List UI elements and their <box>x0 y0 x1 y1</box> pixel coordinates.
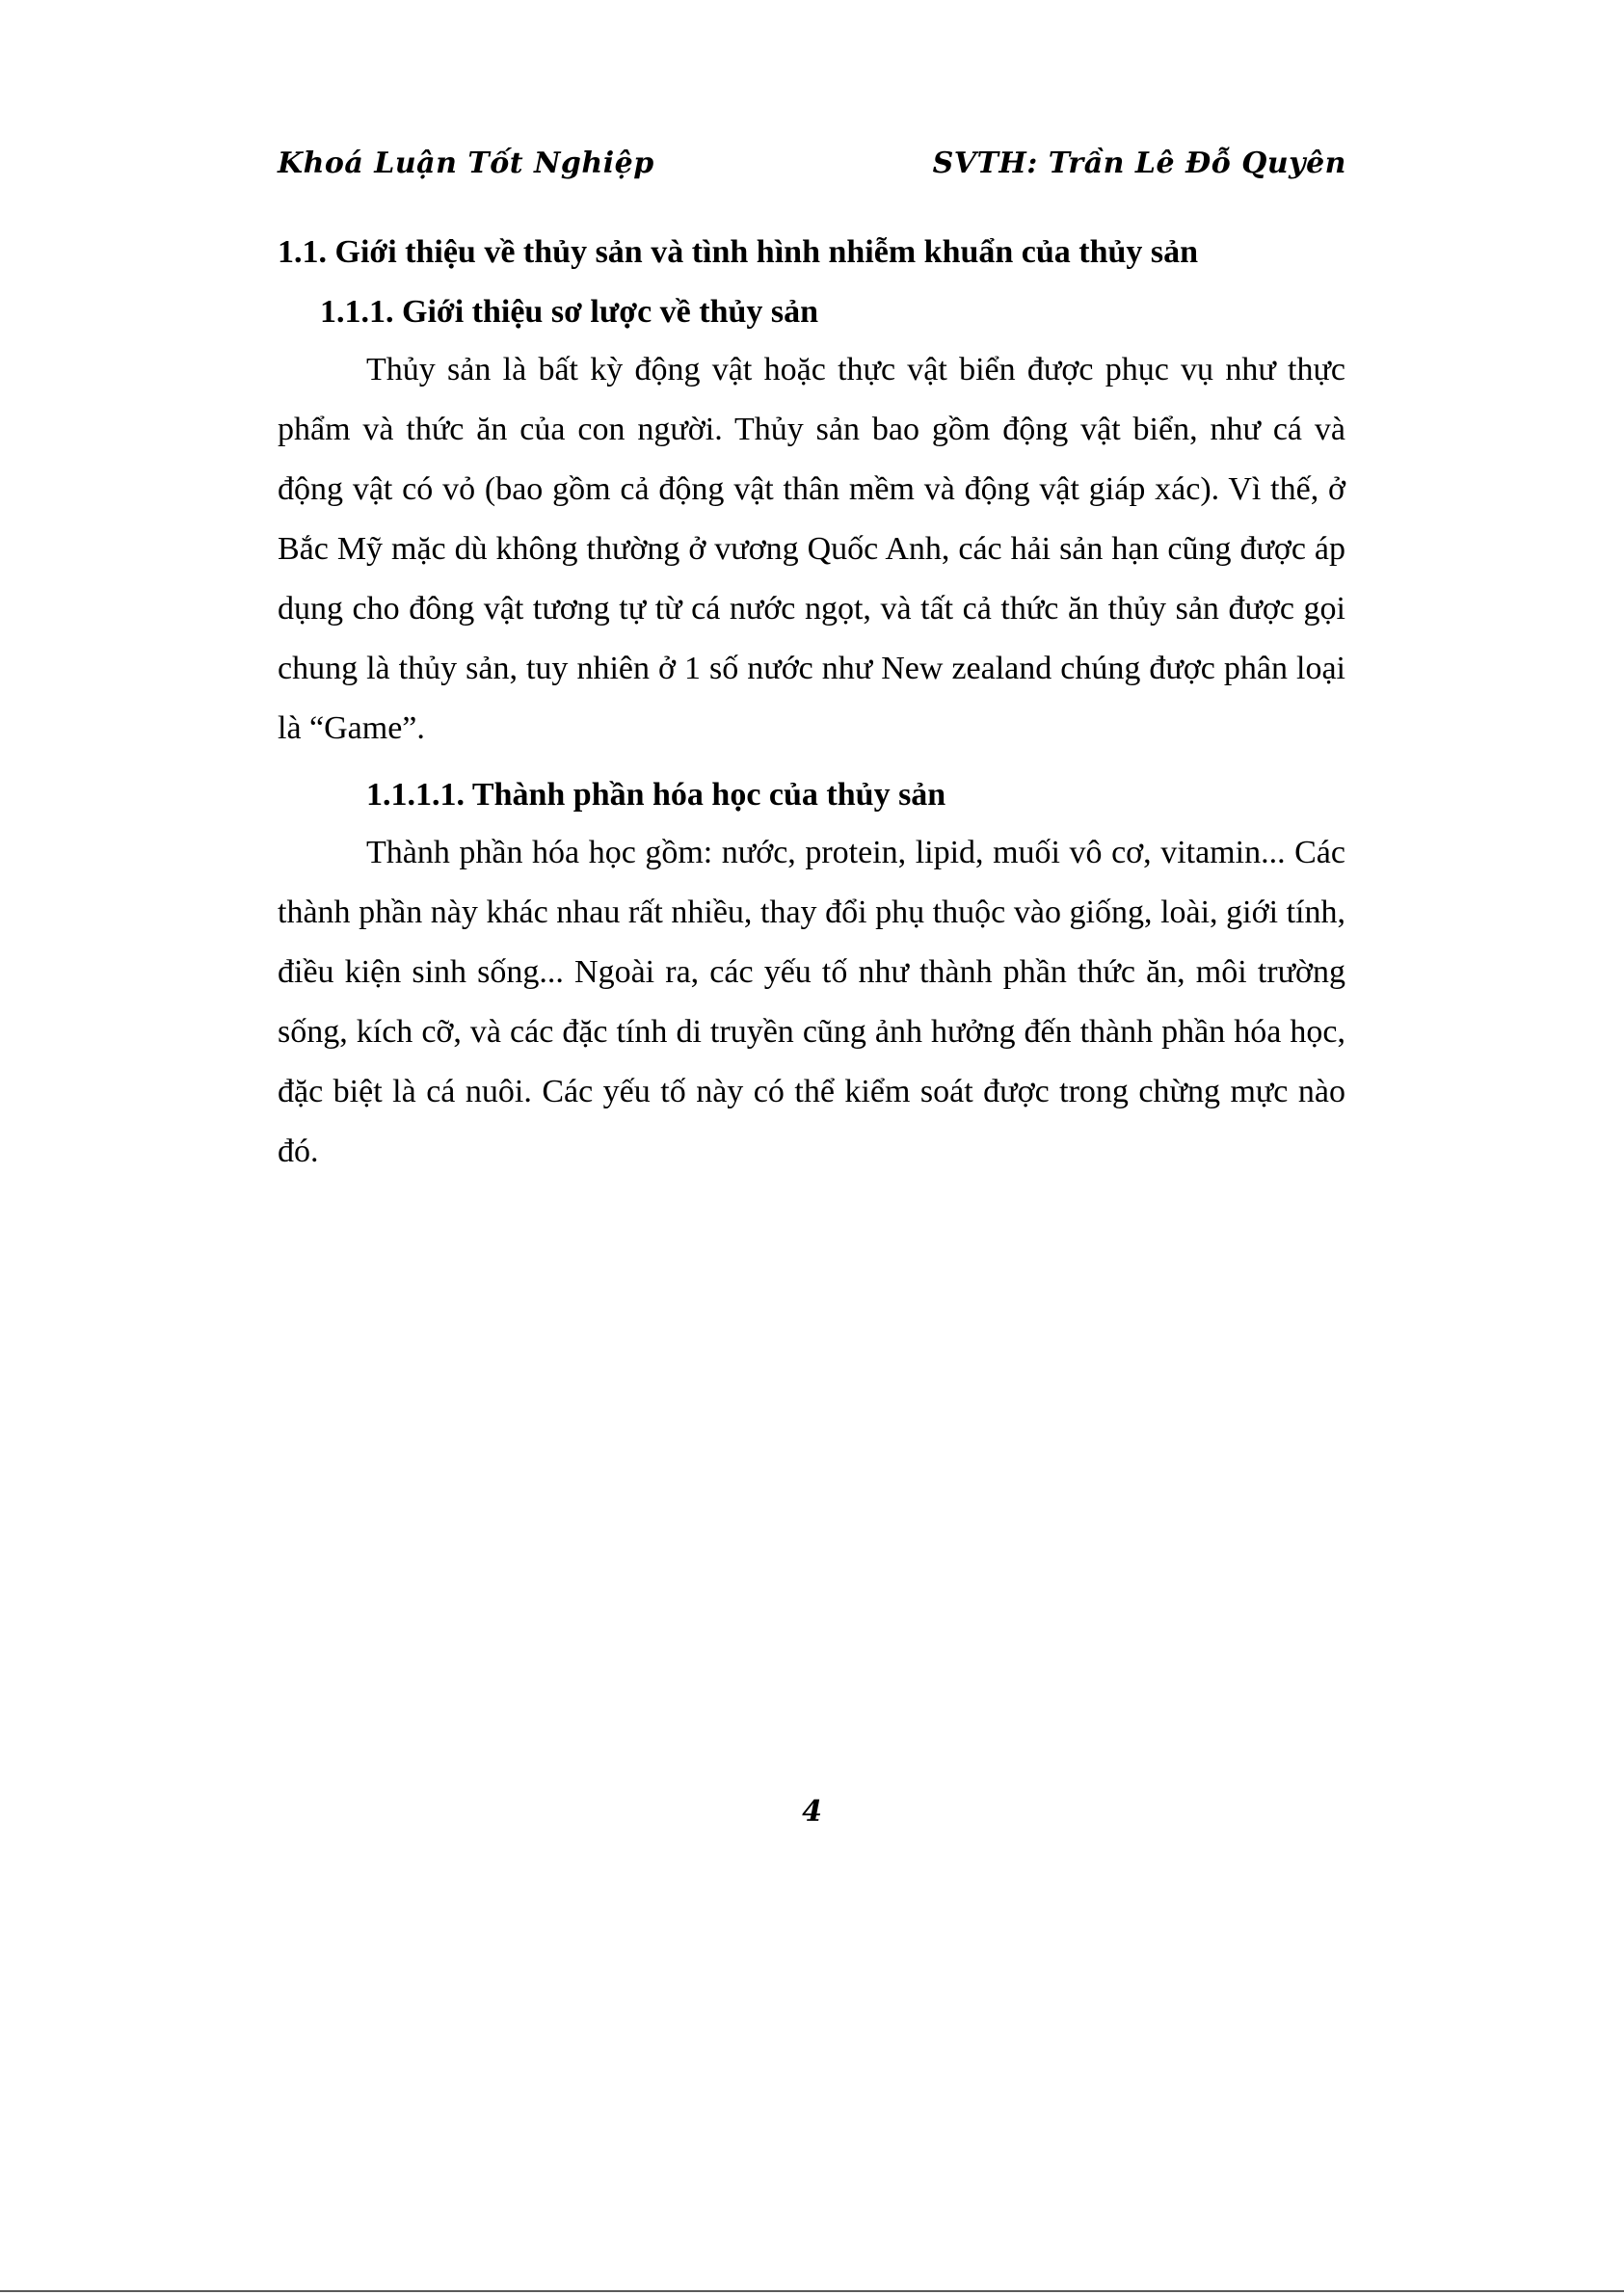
page-content <box>278 229 1345 1182</box>
section-heading-1-1-1: 1.1.1. Giới thiệu sơ lược về thủy sản <box>320 294 819 330</box>
header-thesis-title: Khoá Luận Tốt Nghiệp <box>278 147 654 180</box>
bottom-divider <box>0 2290 1624 2292</box>
paragraph-chemical-composition: Thành phần hóa học gồm: nước, protein, lipid, muối vô cơ, vitamin... Các thành phần này khác nhau rất nhiều, thay đổi phụ thuộc vào giống, loài, giới tính, điều kiện sinh sống... Ngoài ra, các yếu tố như thành phần thức ăn, môi trường sống, kích cỡ, và các đặc tính di truyền cũng ảnh hưởng đến thành phần hóa học, đặc biệt là cá nuôi. Các yếu tố này có thể kiểm soát được trong chừng mực nào đó. <box>278 835 1345 1169</box>
header-student-name: SVTH: Trần Lê Đỗ Quyên <box>932 147 1346 180</box>
page-number: 4 <box>802 1795 822 1828</box>
section-heading-1-1-1-1: 1.1.1.1. Thành phần hóa học của thủy sản <box>366 777 946 813</box>
paragraph-intro: Thủy sản là bất kỳ động vật hoặc thực vật biển được phục vụ như thực phẩm và thức ăn của con người. Thủy sản bao gồm động vật biển, như cá và động vật có vỏ (bao gồm cả động vật thân mềm và động vật giáp xác). Vì thế, ở Bắc Mỹ mặc dù không thường ở vương Quốc Anh, các hải sản hạn cũng được áp dụng cho đông vật tương tự từ cá nước ngọt, và tất cả thức ăn thủy sản được gọi chung là thủy sản, tuy nhiên ở 1 số nước như New zealand chúng được phân loại là “Game”. <box>278 352 1345 746</box>
section-heading-1-1: 1.1. Giới thiệu về thủy sản và tình hình nhiễm khuẩn của thủy sản <box>278 234 1199 270</box>
